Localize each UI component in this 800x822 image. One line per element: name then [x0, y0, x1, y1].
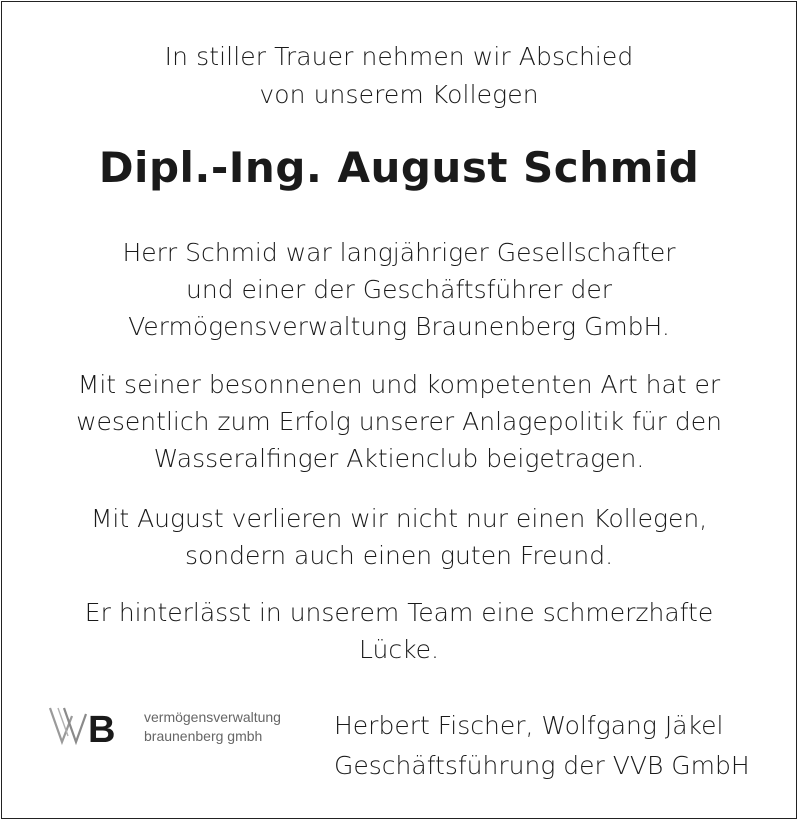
signatory-role: Geschäftsführung der VVB GmbH — [334, 751, 750, 780]
signatory-names: Herbert Fischer, Wolfgang Jäkel — [334, 711, 724, 740]
intro-text — [0, 38, 798, 114]
paragraph-loss — [0, 594, 798, 668]
logo-line: braunenberg gmbh — [144, 728, 263, 744]
paragraph-friend — [0, 500, 798, 574]
paragraph-line: Mit August verlieren wir nicht nur einen Kollegen, — [90, 504, 708, 533]
paragraph-line: sondern auch einen guten Freund. — [184, 541, 614, 570]
paragraph-line: Herr Schmid war langjähriger Gesellschafter — [122, 238, 676, 267]
logo-line: vermögensverwaltung — [144, 709, 281, 725]
paragraph-line: Mit seiner besonnenen und kompetenten Art hat er — [77, 370, 721, 399]
company-logo — [48, 700, 318, 760]
paragraph-line: und einer der Geschäftsführer der — [186, 275, 612, 304]
paragraph-achievement — [0, 366, 798, 477]
paragraph-line: Er hinterlässt in unserem Team eine schmerzhafte — [84, 598, 714, 627]
deceased-name: Dipl.-Ing. August Schmid — [98, 143, 700, 192]
svg-text:B: B — [88, 709, 116, 748]
intro-line: von unserem Kollegen — [259, 80, 539, 109]
paragraph-line: Lücke. — [359, 635, 439, 664]
paragraph-role — [0, 234, 798, 345]
paragraph-line: Wasseralfinger Aktienclub beigetragen. — [153, 444, 645, 473]
intro-line: In stiller Trauer nehmen wir Abschied — [164, 42, 634, 71]
vvb-logo-icon — [48, 702, 134, 748]
paragraph-line: wesentlich zum Erfolg unserer Anlagepolitik für den — [76, 407, 722, 436]
paragraph-line: Vermögensverwaltung Braunenberg GmbH. — [128, 312, 670, 341]
signature-block — [334, 706, 750, 786]
